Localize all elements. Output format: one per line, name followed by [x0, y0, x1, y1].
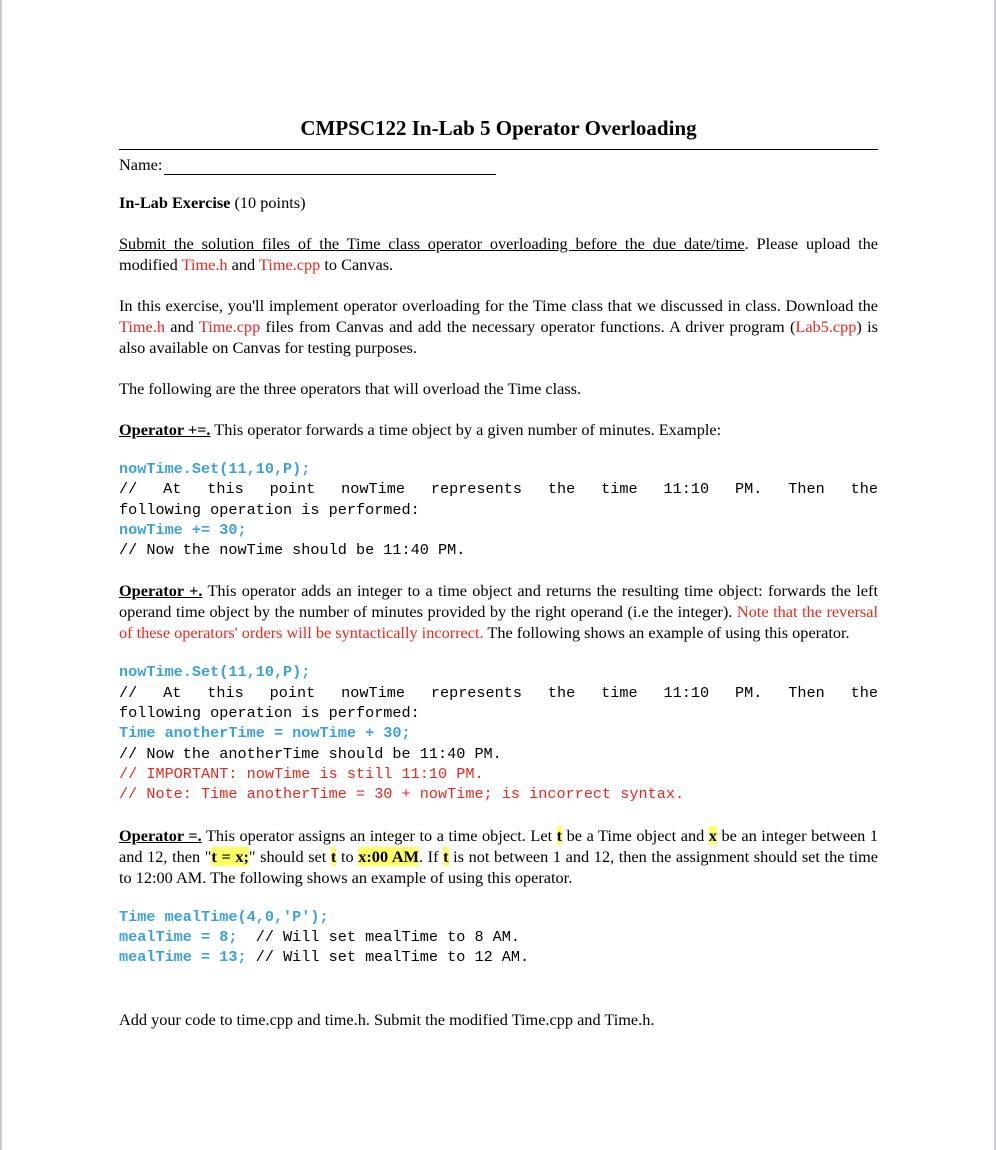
intro-paragraph: In this exercise, you'll implement operator overloading for the Time class that we discussed in class. Download the Time.h and Time.cpp files from Canvas and add the necessary operator functions. A driver program (Lab5.cpp) is also available on Canvas for testing purposes. — [119, 296, 878, 357]
op1-comment2: // Now the nowTime should be 11:40 PM. — [119, 541, 466, 560]
op2-paragraph: Operator +. This operator adds an integer to a time object and returns the resulting time object: forwards the left operand time object by the number of minutes provided by the right operand (i.e the integer). Note that the reversal of these operators' orders will be syntactically incorrect. The following shows an example of using this operator. — [119, 581, 878, 643]
closing-paragraph: Add your code to time.cpp and time.h. Submit the modified Time.cpp and Time.h. — [119, 1010, 655, 1030]
op3-t3-highlight: t — [443, 846, 449, 866]
exercise-heading — [119, 192, 878, 213]
op1-comment1: // At this point nowTime represents the time 11:10 PM. Then the — [119, 480, 878, 499]
op2-label: Operator +. — [119, 581, 203, 601]
intro-file-h: Time.h — [119, 317, 165, 336]
op3-code-line3: mealTime = 13; — [119, 948, 247, 967]
op3-t2-highlight: t — [330, 846, 337, 866]
submit-underlined: Submit the solution files of the Time class operator overloading before the due date/time — [119, 234, 745, 253]
op2-code-line2: Time anotherTime = nowTime + 30; — [119, 724, 411, 743]
name-field-line — [164, 156, 496, 175]
name-row — [119, 154, 878, 175]
op3-comment3: // Will set mealTime to 12 AM. — [246, 948, 530, 967]
op3-x00-highlight: x:00 AM — [358, 846, 419, 866]
op1-comment1b: following operation is performed: — [119, 500, 420, 519]
op2-note: Note that the reversal of these operators' orders will be syntactically incorrect. — [119, 602, 878, 643]
following-paragraph: The following are the three operators that will overload the Time class. — [119, 379, 582, 398]
file-time-cpp: Time.cpp — [258, 255, 321, 274]
op3-paragraph: Operator =. This operator assigns an integer to a time object. Let t be a Time object and x be an integer between 1 and 12, then "t = x;" should set t to x:00 AM. If t is not between 1 and 12, then the assignment should set the time to 12:00 AM. The following shows an example of using this operator. — [119, 825, 879, 887]
op2-comment4: // Note: Time anotherTime = 30 + nowTime; is incorrect syntax. — [119, 785, 685, 804]
op3-x-highlight: x — [708, 825, 717, 845]
op3-label: Operator =. — [119, 825, 202, 845]
op2-comment2: // Now the anotherTime should be 11:40 PM. — [119, 744, 502, 763]
op1-paragraph: Operator +=. This operator forwards a time object by a given number of minutes. Example: — [119, 420, 722, 439]
document-title: CMPSC122 In-Lab 5 Operator Overloading — [300, 116, 697, 140]
exercise-heading-bold: In-Lab Exercise — [119, 193, 231, 212]
op2-comment3: // IMPORTANT: nowTime is still 11:10 PM. — [119, 764, 484, 783]
document-page — [119, 113, 878, 1030]
exercise-points: (10 points) — [230, 193, 306, 212]
op3-code-line2: mealTime = 8; — [119, 927, 238, 946]
op2-code-block — [119, 662, 878, 804]
page-border-left — [0, 0, 2, 1150]
op2-comment1: // At this point nowTime represents the time 11:10 PM. Then the — [119, 683, 878, 702]
title-rule — [119, 149, 878, 150]
op3-tx-highlight: t = x; — [211, 846, 249, 866]
op2-comment1b: following operation is performed: — [119, 704, 420, 723]
op3-code-line1: Time mealTime(4,0,'P'); — [119, 907, 329, 926]
op1-code-line2: nowTime += 30; — [119, 520, 247, 539]
op3-code-block — [119, 907, 878, 968]
intro-driver-file: Lab5.cpp — [795, 317, 857, 336]
op3-comment2: // Will set mealTime to 8 AM. — [237, 927, 521, 946]
op1-code-block — [119, 459, 878, 560]
intro-file-cpp: Time.cpp — [198, 317, 261, 336]
submit-paragraph: Submit the solution files of the Time class operator overloading before the due date/time. Please upload the modified Time.h and Time.cpp to Canvas. — [119, 234, 878, 274]
op2-code-line1: nowTime.Set(11,10,P); — [119, 663, 311, 682]
op1-code-line1: nowTime.Set(11,10,P); — [119, 460, 311, 478]
name-label: Name: — [119, 155, 163, 174]
op1-label: Operator +=. — [119, 420, 211, 439]
file-time-h: Time.h — [181, 255, 228, 274]
op3-t-highlight: t — [556, 825, 563, 845]
